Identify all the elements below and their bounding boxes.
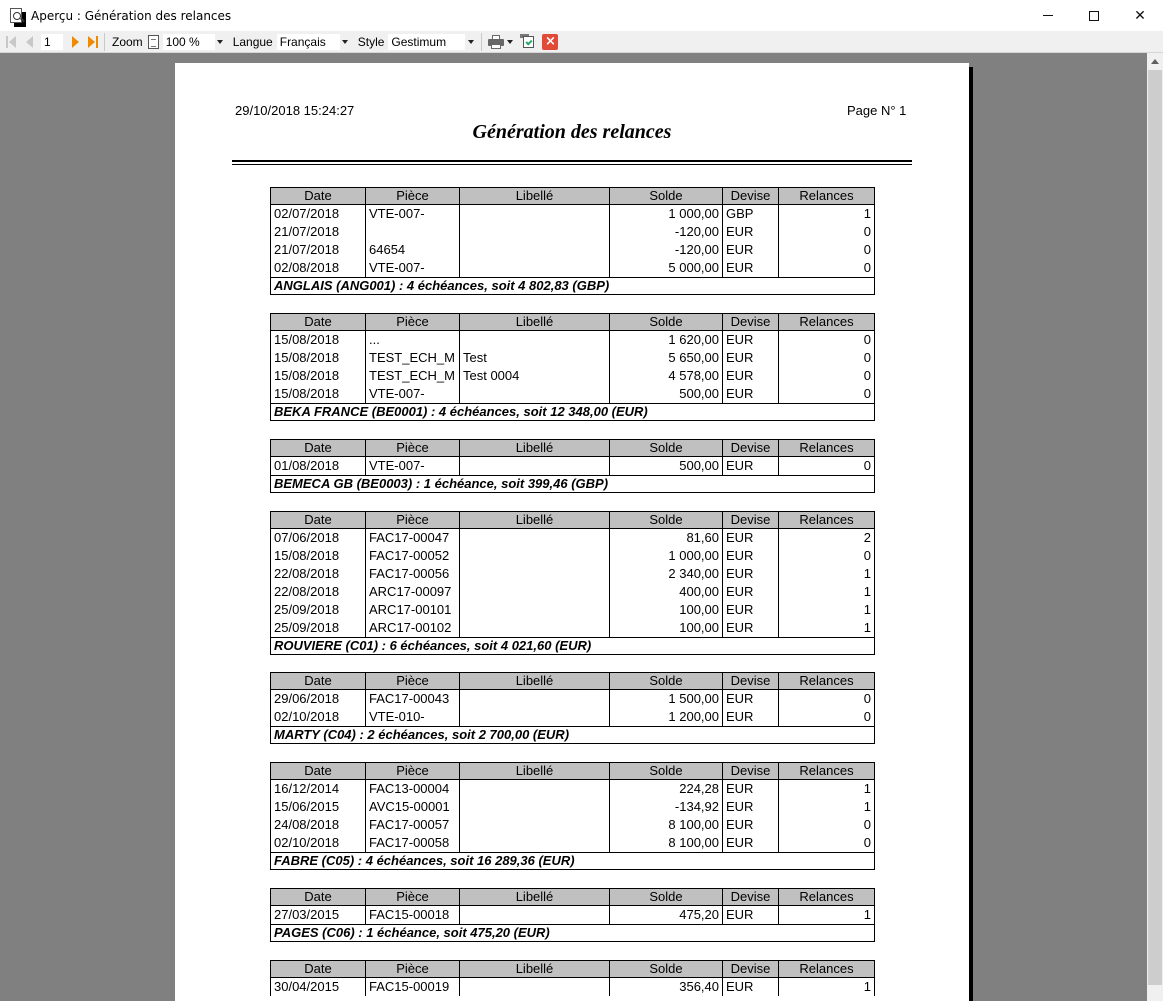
column-header: Libellé — [460, 889, 610, 905]
table-cell: 2 — [863, 530, 871, 545]
column-header: Solde — [610, 188, 723, 204]
table-row — [271, 816, 874, 834]
column-header: Devise — [723, 961, 779, 977]
table-row — [271, 205, 874, 223]
table-cell: Test — [460, 349, 610, 367]
table-cell: EUR — [723, 690, 779, 708]
page-number-input[interactable]: 1 — [40, 33, 64, 51]
relance-group — [270, 888, 875, 942]
column-header: Devise — [723, 440, 779, 456]
table-cell — [460, 331, 610, 349]
close-window-button[interactable] — [1117, 0, 1163, 31]
table-row — [271, 385, 874, 403]
table-cell: EUR — [723, 619, 779, 637]
table-cell: 0 — [863, 691, 871, 706]
table-header — [270, 439, 875, 457]
column-header: Libellé — [460, 961, 610, 977]
table-row — [271, 547, 874, 565]
group-summary: ROUVIERE (C01) : 6 échéances, soit 4 021,60 (EUR) — [270, 637, 875, 655]
table-row — [271, 583, 874, 601]
table-cell: 0 — [863, 350, 871, 365]
table-cell: 1 — [863, 566, 871, 581]
table-cell — [460, 529, 610, 547]
column-header: Relances — [799, 763, 854, 778]
table-cell: VTE-007- — [366, 259, 460, 277]
table-body — [270, 331, 875, 403]
report-title: Génération des relances — [472, 121, 672, 143]
table-cell: 29/06/2018 — [271, 690, 366, 708]
table-header — [270, 888, 875, 906]
table-cell: 1 — [863, 206, 871, 221]
column-header: Pièce — [366, 314, 460, 330]
table-cell — [460, 259, 610, 277]
column-header: Relances — [799, 314, 854, 329]
table-cell: TEST_ECH_M — [366, 367, 460, 385]
column-header: Devise — [723, 314, 779, 330]
report-datetime: 29/10/2018 15:24:27 — [235, 103, 355, 118]
table-cell: 1 — [863, 584, 871, 599]
table-cell: VTE-007- — [366, 457, 460, 475]
column-header: Devise — [723, 889, 779, 905]
preview-toolbar — [0, 31, 1163, 53]
column-header: Devise — [723, 188, 779, 204]
table-body — [270, 205, 875, 277]
window-title: Aperçu : Génération des relances — [31, 8, 232, 23]
group-summary: PAGES (C06) : 1 échéance, soit 475,20 (EUR) — [270, 924, 875, 942]
table-cell: 8 100,00 — [610, 816, 723, 834]
table-cell: 0 — [863, 332, 871, 347]
group-summary: MARTY (C04) : 2 échéances, soit 2 700,00 (EUR) — [270, 726, 875, 744]
export-icon[interactable] — [520, 34, 536, 49]
report-page-number: Page N° 1 — [847, 103, 907, 118]
table-cell: 0 — [863, 709, 871, 724]
column-header: Libellé — [460, 188, 610, 204]
table-cell — [366, 223, 460, 241]
table-cell: -120,00 — [610, 241, 723, 259]
table-cell — [460, 601, 610, 619]
table-cell: 22/08/2018 — [271, 583, 366, 601]
table-row — [271, 780, 874, 798]
table-row — [271, 331, 874, 349]
table-cell: 30/04/2015 — [271, 978, 366, 996]
table-cell: 0 — [863, 548, 871, 563]
table-cell: VTE-007- — [366, 385, 460, 403]
table-cell: EUR — [723, 331, 779, 349]
table-cell: 400,00 — [610, 583, 723, 601]
table-cell: ARC17-00102 — [366, 619, 460, 637]
table-cell: ... — [366, 331, 460, 349]
table-cell: FAC13-00004 — [366, 780, 460, 798]
table-cell — [460, 547, 610, 565]
table-cell: 1 — [863, 907, 871, 922]
table-cell: EUR — [723, 780, 779, 798]
relance-group — [270, 511, 875, 655]
column-header: Pièce — [366, 961, 460, 977]
table-cell: 224,28 — [610, 780, 723, 798]
previous-page-icon — [26, 36, 33, 48]
table-cell: EUR — [723, 834, 779, 852]
column-header: Pièce — [366, 188, 460, 204]
table-cell: 0 — [863, 817, 871, 832]
next-page-button[interactable] — [68, 34, 82, 50]
table-cell — [460, 798, 610, 816]
table-cell: VTE-007- — [366, 205, 460, 223]
column-header: Solde — [610, 673, 723, 689]
table-cell: EUR — [723, 708, 779, 726]
table-cell: 5 650,00 — [610, 349, 723, 367]
table-cell: FAC17-00052 — [366, 547, 460, 565]
style-value: Gestimum — [391, 34, 447, 49]
table-cell: EUR — [723, 259, 779, 277]
title-divider — [232, 160, 912, 162]
table-cell: FAC17-00047 — [366, 529, 460, 547]
table-cell: 15/08/2018 — [271, 547, 366, 565]
table-cell: EUR — [723, 565, 779, 583]
column-header: Pièce — [366, 673, 460, 689]
table-cell: 02/08/2018 — [271, 259, 366, 277]
column-header: Pièce — [366, 512, 460, 528]
column-header: Devise — [723, 673, 779, 689]
relance-group — [270, 187, 875, 295]
table-cell: 15/08/2018 — [271, 385, 366, 403]
group-summary: BEKA FRANCE (BE0001) : 4 échéances, soit 12 348,00 (EUR) — [270, 403, 875, 421]
chevron-down-icon — [340, 33, 351, 50]
table-header — [270, 187, 875, 205]
column-header: Solde — [610, 512, 723, 528]
table-cell: 475,20 — [610, 906, 723, 924]
table-cell: 0 — [863, 835, 871, 850]
group-summary: ANGLAIS (ANG001) : 4 échéances, soit 4 802,83 (GBP) — [270, 277, 875, 295]
table-cell: 1 — [863, 602, 871, 617]
table-cell: 16/12/2014 — [271, 780, 366, 798]
table-cell: EUR — [723, 978, 779, 996]
table-cell — [460, 223, 610, 241]
table-cell — [460, 780, 610, 798]
table-cell: 21/07/2018 — [271, 241, 366, 259]
first-page-button[interactable] — [4, 34, 18, 50]
table-cell: 64654 — [366, 241, 460, 259]
column-header: Date — [271, 763, 366, 779]
table-row — [271, 690, 874, 708]
table-cell: ARC17-00101 — [366, 601, 460, 619]
table-cell: 0 — [863, 386, 871, 401]
column-header: Libellé — [460, 673, 610, 689]
column-header: Libellé — [460, 440, 610, 456]
style-label: Style — [357, 34, 385, 49]
table-cell: 22/08/2018 — [271, 565, 366, 583]
table-row — [271, 529, 874, 547]
column-header: Libellé — [460, 512, 610, 528]
column-header: Date — [271, 889, 366, 905]
first-page-icon — [6, 36, 8, 48]
table-cell — [460, 834, 610, 852]
table-header — [270, 313, 875, 331]
relance-group — [270, 762, 875, 870]
table-body — [270, 780, 875, 852]
column-header: Relances — [799, 889, 854, 904]
table-cell — [460, 457, 610, 475]
table-cell: 1 — [863, 979, 871, 994]
vertical-scrollbar[interactable] — [1147, 53, 1163, 1001]
table-cell: 1 000,00 — [610, 205, 723, 223]
style-select[interactable] — [387, 33, 477, 51]
chevron-down-icon — [215, 33, 226, 50]
table-body — [270, 978, 875, 996]
table-header — [270, 960, 875, 978]
table-cell: 0 — [863, 368, 871, 383]
table-cell: FAC17-00058 — [366, 834, 460, 852]
table-row — [271, 619, 874, 637]
table-body — [270, 529, 875, 637]
relance-group — [270, 439, 875, 493]
column-header: Relances — [799, 673, 854, 688]
table-cell: 02/10/2018 — [271, 708, 366, 726]
preview-icon — [9, 8, 25, 24]
table-cell: FAC15-00019 — [366, 978, 460, 996]
last-page-button[interactable] — [86, 34, 100, 50]
table-cell: EUR — [723, 385, 779, 403]
preview-workspace — [0, 53, 1147, 1001]
column-header: Solde — [610, 314, 723, 330]
table-cell — [460, 205, 610, 223]
column-header: Relances — [799, 188, 854, 203]
table-cell: EUR — [723, 367, 779, 385]
table-cell: EUR — [723, 529, 779, 547]
column-header: Date — [271, 673, 366, 689]
table-cell: FAC17-00043 — [366, 690, 460, 708]
table-row — [271, 457, 874, 475]
table-cell — [460, 708, 610, 726]
table-cell — [460, 816, 610, 834]
table-cell — [460, 385, 610, 403]
table-cell: TEST_ECH_M — [366, 349, 460, 367]
table-cell: 81,60 — [610, 529, 723, 547]
table-cell — [460, 565, 610, 583]
table-cell — [460, 978, 610, 996]
table-cell: -120,00 — [610, 223, 723, 241]
table-cell: 100,00 — [610, 619, 723, 637]
column-header: Relances — [799, 440, 854, 455]
column-header: Date — [271, 512, 366, 528]
table-cell: ARC17-00097 — [366, 583, 460, 601]
scroll-up-icon[interactable] — [1151, 59, 1159, 64]
table-cell: 8 100,00 — [610, 834, 723, 852]
last-page-icon — [88, 36, 95, 48]
column-header: Pièce — [366, 889, 460, 905]
table-row — [271, 259, 874, 277]
langue-label: Langue — [232, 34, 273, 49]
close-icon: ✕ — [1134, 7, 1146, 24]
table-cell: 27/03/2015 — [271, 906, 366, 924]
group-summary: FABRE (C05) : 4 échéances, soit 16 289,36 (EUR) — [270, 852, 875, 870]
table-cell: 0 — [863, 242, 871, 257]
table-cell: FAC15-00018 — [366, 906, 460, 924]
table-row — [271, 367, 874, 385]
table-cell: 24/08/2018 — [271, 816, 366, 834]
table-cell: EUR — [723, 601, 779, 619]
table-cell: Test 0004 — [460, 367, 610, 385]
table-row — [271, 601, 874, 619]
table-row — [271, 834, 874, 852]
table-cell: 21/07/2018 — [271, 223, 366, 241]
table-cell: EUR — [723, 547, 779, 565]
table-cell: 1 — [863, 620, 871, 635]
print-dropdown-icon[interactable] — [507, 40, 513, 44]
table-cell: EUR — [723, 349, 779, 367]
maximize-icon — [1089, 11, 1099, 21]
table-cell — [460, 619, 610, 637]
table-cell: 15/08/2018 — [271, 331, 366, 349]
column-header: Date — [271, 961, 366, 977]
table-cell: 500,00 — [610, 457, 723, 475]
table-cell: 100,00 — [610, 601, 723, 619]
table-cell: 1 — [863, 799, 871, 814]
table-cell — [460, 906, 610, 924]
table-cell: EUR — [723, 223, 779, 241]
column-header: Solde — [610, 961, 723, 977]
table-cell: FAC17-00057 — [366, 816, 460, 834]
table-cell: 15/06/2015 — [271, 798, 366, 816]
column-header: Libellé — [460, 763, 610, 779]
toolbar-separator — [104, 33, 105, 51]
maximize-button[interactable] — [1071, 0, 1117, 31]
minimize-icon — [1043, 15, 1053, 16]
table-cell: EUR — [723, 583, 779, 601]
table-cell: 5 000,00 — [610, 259, 723, 277]
column-header: Pièce — [366, 763, 460, 779]
zoom-select[interactable] — [162, 33, 227, 51]
table-cell: 4 578,00 — [610, 367, 723, 385]
table-body — [270, 906, 875, 924]
table-cell: 1 — [863, 781, 871, 796]
column-header: Libellé — [460, 314, 610, 330]
page-icon — [148, 35, 159, 49]
table-cell: GBP — [723, 205, 779, 223]
table-cell: FAC17-00056 — [366, 565, 460, 583]
table-cell: EUR — [723, 798, 779, 816]
window-controls — [1025, 0, 1163, 31]
column-header: Devise — [723, 512, 779, 528]
previous-page-button[interactable] — [22, 34, 36, 50]
table-cell: 1 500,00 — [610, 690, 723, 708]
report-page — [175, 63, 969, 1001]
table-cell: AVC15-00001 — [366, 798, 460, 816]
column-header: Date — [271, 188, 366, 204]
table-row — [271, 349, 874, 367]
table-cell: 25/09/2018 — [271, 619, 366, 637]
column-header: Solde — [610, 889, 723, 905]
column-header: Devise — [723, 763, 779, 779]
table-row — [271, 798, 874, 816]
column-header: Solde — [610, 763, 723, 779]
minimize-button[interactable] — [1025, 0, 1071, 31]
table-header — [270, 762, 875, 780]
group-summary: BEMECA GB (BE0003) : 1 échéance, soit 399,46 (GBP) — [270, 475, 875, 493]
table-cell: 0 — [863, 224, 871, 239]
table-cell: 356,40 — [610, 978, 723, 996]
table-cell: 25/09/2018 — [271, 601, 366, 619]
table-cell: EUR — [723, 241, 779, 259]
column-header: Date — [271, 314, 366, 330]
table-cell: 0 — [863, 458, 871, 473]
table-header — [270, 672, 875, 690]
zoom-value: 100 % — [165, 34, 200, 49]
close-preview-icon[interactable]: × — [542, 34, 558, 50]
table-cell: 02/07/2018 — [271, 205, 366, 223]
table-cell: VTE-010- — [366, 708, 460, 726]
table-row — [271, 241, 874, 259]
table-cell: 1 620,00 — [610, 331, 723, 349]
table-cell: 2 340,00 — [610, 565, 723, 583]
table-cell: 500,00 — [610, 385, 723, 403]
column-header: Relances — [799, 961, 854, 976]
chevron-down-icon — [465, 33, 476, 50]
zoom-label: Zoom — [112, 34, 143, 49]
table-cell: 02/10/2018 — [271, 834, 366, 852]
table-cell: 1 000,00 — [610, 547, 723, 565]
table-row — [271, 565, 874, 583]
next-page-icon — [72, 36, 79, 48]
relance-group — [270, 313, 875, 421]
table-cell: 1 200,00 — [610, 708, 723, 726]
langue-value: Français — [279, 34, 326, 49]
langue-select[interactable] — [276, 33, 352, 51]
column-header: Solde — [610, 440, 723, 456]
table-cell: 07/06/2018 — [271, 529, 366, 547]
print-icon[interactable] — [488, 35, 504, 49]
table-body — [270, 690, 875, 726]
table-row — [271, 223, 874, 241]
table-cell: EUR — [723, 457, 779, 475]
table-cell: 0 — [863, 260, 871, 275]
table-header — [270, 511, 875, 529]
column-header: Relances — [799, 512, 854, 527]
scrollbar-thumb[interactable] — [1148, 70, 1162, 985]
title-divider — [232, 164, 912, 165]
table-row — [271, 708, 874, 726]
table-row — [271, 906, 874, 924]
table-cell — [460, 690, 610, 708]
table-body — [270, 457, 875, 475]
table-cell: -134,92 — [610, 798, 723, 816]
table-row — [271, 978, 874, 996]
table-cell: EUR — [723, 906, 779, 924]
relance-group — [270, 960, 875, 996]
relance-group — [270, 672, 875, 744]
table-cell: 01/08/2018 — [271, 457, 366, 475]
table-cell — [460, 583, 610, 601]
column-header: Pièce — [366, 440, 460, 456]
table-cell: 15/08/2018 — [271, 349, 366, 367]
table-cell — [460, 241, 610, 259]
column-header: Date — [271, 440, 366, 456]
table-cell: 15/08/2018 — [271, 367, 366, 385]
title-bar — [0, 0, 1163, 31]
toolbar-separator — [481, 33, 482, 51]
table-cell: EUR — [723, 816, 779, 834]
